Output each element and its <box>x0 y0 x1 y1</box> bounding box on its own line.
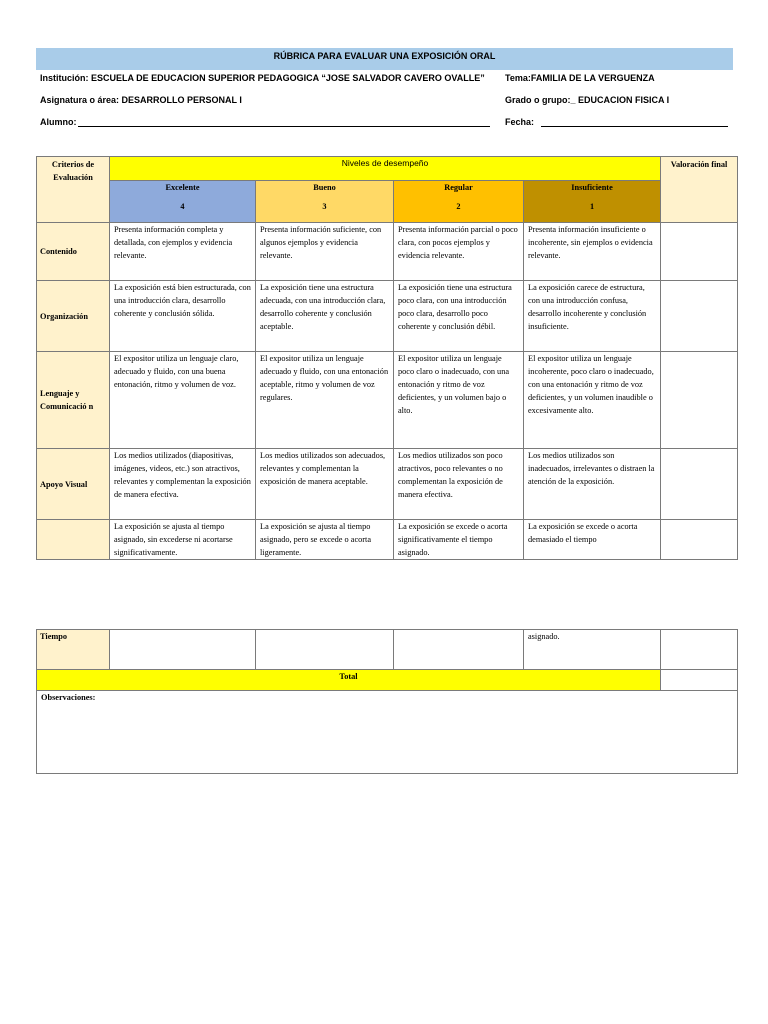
rubric-cell: Presenta información completa y detallada, con ejemplos y evidencia relevante. <box>110 223 256 281</box>
level-name: Insuficiente <box>571 183 613 192</box>
level-score: 3 <box>322 202 327 211</box>
rubric-cell: La exposición tiene una estructura poco clara, con una introducción poco clara, desarrollo poco coherente y conclusión débil. <box>394 281 524 352</box>
document-title: RÚBRICA PARA EVALUAR UNA EXPOSICIÓN ORAL <box>36 48 733 70</box>
level-name: Regular <box>444 183 473 192</box>
date-label: Fecha: <box>505 117 535 127</box>
rubric-cell: La exposición está bien estructurada, con una introducción clara, desarrollo coherente y conclusión sólida. <box>110 281 256 352</box>
rubric-cell: El expositor utiliza un lenguaje poco claro o inadecuado, con una entonación y ritmo de voz deficientes, y un volumen bajo o alto. <box>394 352 524 449</box>
final-score-header: Valoración final <box>661 157 738 223</box>
score-cell[interactable] <box>661 449 738 520</box>
date-line[interactable] <box>541 126 728 127</box>
subject-label: Asignatura o área: DESARROLLO PERSONAL I <box>40 95 242 105</box>
rubric-cell-continued: asignado. <box>524 630 661 670</box>
criterion-cell: Contenido <box>37 223 110 281</box>
grade-label: Grado o grupo:_ EDUCACION FISICA I <box>505 95 670 105</box>
table-row <box>37 281 738 352</box>
score-cell[interactable] <box>661 223 738 281</box>
rubric-cell: Los medios utilizados son inadecuados, irrelevantes o distraen la atención de la exposición. <box>524 449 661 520</box>
rubric-cell: La exposición se ajusta al tiempo asignado, pero se excede o acorta ligeramente. <box>256 520 394 560</box>
rubric-cell: Presenta información suficiente, con algunos ejemplos y evidencia relevante. <box>256 223 394 281</box>
level-name: Excelente <box>165 183 200 192</box>
student-name-line[interactable] <box>78 126 490 127</box>
rubric-cell: Los medios utilizados (diapositivas, imágenes, videos, etc.) son atractivos, relevantes y complementan la exposición de manera efectiva. <box>110 449 256 520</box>
score-cell[interactable] <box>661 630 738 670</box>
criteria-header: Criterios de Evaluación <box>37 157 110 223</box>
rubric-cell <box>110 630 256 670</box>
rubric-cell: Los medios utilizados son adecuados, relevantes y complementan la exposición de manera aceptable. <box>256 449 394 520</box>
rubric-cell: La exposición carece de estructura, con una introducción confusa, desarrollo incoherente y conclusión insuficiente. <box>524 281 661 352</box>
level-score: 2 <box>456 202 461 211</box>
criterion-cell: Organización <box>37 281 110 352</box>
level-regular <box>394 181 524 223</box>
rubric-cell <box>256 630 394 670</box>
level-name: Bueno <box>313 183 336 192</box>
level-score: 1 <box>589 202 595 211</box>
institution-label: Institución: ESCUELA DE EDUCACION SUPERIOR PEDAGOGICA “JOSE SALVADOR CAVERO OVALLE” <box>40 73 485 83</box>
level-insuficiente <box>524 181 661 223</box>
criterion-cell: Apoyo Visual <box>37 449 110 520</box>
table-row <box>37 352 738 449</box>
topic-label: Tema:FAMILIA DE LA VERGUENZA <box>505 73 655 83</box>
score-cell[interactable] <box>661 520 738 560</box>
rubric-cell: Presenta información parcial o poco clara, con pocos ejemplos y evidencia relevante. <box>394 223 524 281</box>
rubric-cell: El expositor utiliza un lenguaje adecuado y fluido, con una entonación aceptable, ritmo y volumen de voz regulares. <box>256 352 394 449</box>
rubric-cell: La exposición se excede o acorta demasiado el tiempo <box>524 520 661 560</box>
rubric-cell: El expositor utiliza un lenguaje incoherente, poco claro o inadecuado, con una entonación y ritmo de voz deficientes, y un volumen inaudible o excesivamente alto. <box>524 352 661 449</box>
table-row <box>37 223 738 281</box>
performance-levels-header: Niveles de desempeño <box>110 157 661 181</box>
total-score-cell[interactable] <box>661 670 738 691</box>
level-bueno <box>256 181 394 223</box>
table-row <box>37 449 738 520</box>
criterion-cell <box>37 520 110 560</box>
score-cell[interactable] <box>661 352 738 449</box>
total-label: Total <box>37 670 661 691</box>
criterion-cell: Lenguaje y Comunicació n <box>37 352 110 449</box>
table-row <box>37 520 738 560</box>
level-excelente <box>110 181 256 223</box>
score-cell[interactable] <box>661 281 738 352</box>
totals-table <box>36 629 738 774</box>
rubric-cell: El expositor utiliza un lenguaje claro, adecuado y fluido, con una buena entonación, ritmo y volumen de voz. <box>110 352 256 449</box>
observations-label: Observaciones: <box>41 693 96 702</box>
rubric-cell <box>394 630 524 670</box>
rubric-cell: La exposición tiene una estructura adecuada, con una introducción clara, desarrollo coherente y conclusión aceptable. <box>256 281 394 352</box>
observations-cell[interactable] <box>37 691 738 774</box>
rubric-cell: Los medios utilizados son poco atractivos, poco relevantes o no complementan la exposición de manera efectiva. <box>394 449 524 520</box>
level-score: 4 <box>180 202 185 211</box>
student-label: Alumno: <box>40 117 77 127</box>
rubric-cell: Presenta información insuficiente o incoherente, sin ejemplos o evidencia relevante. <box>524 223 661 281</box>
rubric-table <box>36 156 738 560</box>
rubric-cell: La exposición se excede o acorta significativamente el tiempo asignado. <box>394 520 524 560</box>
rubric-cell: La exposición se ajusta al tiempo asignado, sin excederse ni acortarse significativamente. <box>110 520 256 560</box>
time-criterion-cell: Tiempo <box>37 630 110 670</box>
